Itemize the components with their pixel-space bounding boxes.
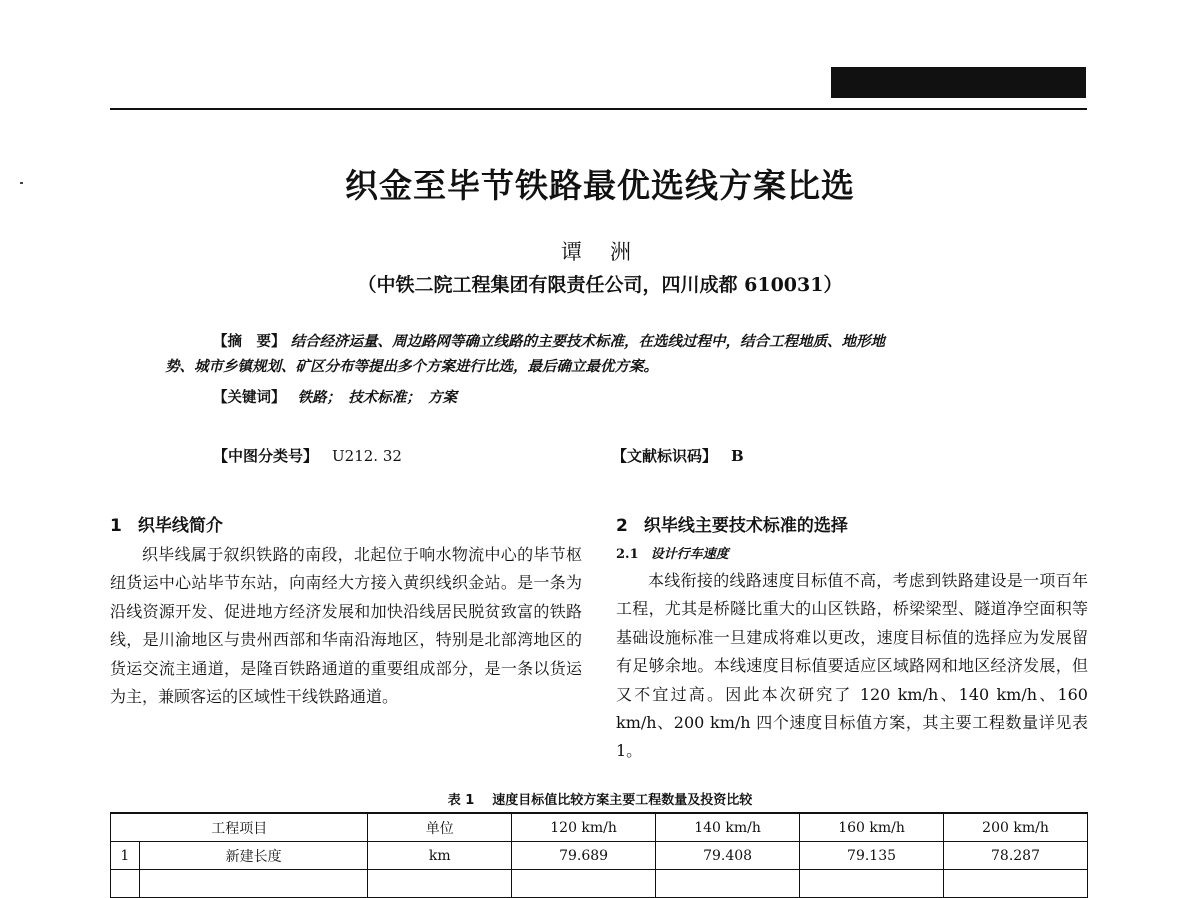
abstract-label: 【摘 要】: [213, 333, 286, 350]
keywords: [213, 386, 457, 407]
table-1-number: 表 1: [447, 793, 475, 808]
table-cell-index: 1: [111, 842, 140, 870]
keywords-label: 【关键词】: [213, 389, 286, 406]
table-header-cell: 200 km/h: [944, 813, 1088, 842]
header-bar: [831, 67, 1086, 98]
clc-number: [213, 445, 402, 466]
table-1: [110, 812, 1088, 898]
table-header-cell: 140 km/h: [656, 813, 800, 842]
author: 谭洲: [561, 240, 659, 264]
table-row-cut-off: [111, 870, 1088, 898]
section-2-body: 本线衔接的线路速度目标值不高，考虑到铁路建设是一项百年工程，尤其是桥隧比重大的山区铁路，桥梁梁型、隧道净空面积等基础设施标准一旦建成将难以更改，速度目标值的选择应为发展留有足够余地。本线速度目标值要适应区域路网和地区经济发展，但又不宜过高。因此本次研究了 120 km/h、140 km/h、160 km/h、200 km/h 四个速度目标值方案，其主要工程数量详见表 1。: [616, 571, 1088, 761]
header-rule: [110, 108, 1087, 110]
table-header-cell: 工程项目: [111, 813, 368, 842]
clc-value: U212. 32: [332, 447, 402, 465]
section-2-heading: [616, 511, 848, 536]
table-header-row: [111, 813, 1088, 842]
table-header-cell: 160 km/h: [800, 813, 944, 842]
table-cell-item: 新建长度: [139, 842, 368, 870]
table-cell-value: 79.135: [800, 842, 944, 870]
section-1-number: 1: [110, 516, 122, 536]
table-row: [111, 842, 1088, 870]
doc-code-value: B: [731, 447, 744, 465]
document-code: [612, 445, 744, 466]
table-cell-value: 79.689: [512, 842, 656, 870]
section-1-heading: [110, 511, 223, 536]
table-cell-value: 78.287: [944, 842, 1088, 870]
table-1-caption: [0, 789, 1200, 808]
subsection-title: 设计行车速度: [650, 547, 729, 562]
abstract-line-1: 结合经济运量、周边路网等确立线路的主要技术标准，在选线过程中，结合工程地质、地形地: [290, 333, 886, 350]
abstract-line-2: 势、城市乡镇规划、矿区分布等提出多个方案进行比选，最后确立最优方案。: [165, 358, 658, 375]
paper-title: 织金至毕节铁路最优选线方案比选: [345, 166, 855, 205]
abstract: [165, 328, 1045, 380]
table-cell-value: 79.408: [656, 842, 800, 870]
keywords-value: 铁路； 技术标准； 方案: [297, 389, 457, 406]
doc-code-label: 【文献标识码】: [612, 447, 718, 465]
clc-label: 【中图分类号】: [213, 447, 319, 465]
table-cell-unit: km: [368, 842, 512, 870]
table-1-caption-text: 速度目标值比较方案主要工程数量及投资比较: [492, 793, 753, 808]
subsection-2-1-heading: [616, 543, 729, 562]
section-1-title: 织毕线简介: [137, 516, 223, 536]
section-1-body: 织毕线属于叙织铁路的南段，北起位于响水物流中心的毕节枢纽货运中心站毕节东站，向南经大方接入黄织线织金站。是一条为沿线资源开发、促进地方经济发展和加快沿线居民脱贫致富的铁路线，是川渝地区与贵州西部和华南沿海地区，特别是北部湾地区的货运交流主通道，是隆百铁路通道的重要组成部分，是一条以货运为主，兼顾客运的区域性干线铁路通道。: [110, 545, 582, 707]
table-header-cell: 单位: [368, 813, 512, 842]
affiliation: （中铁二院工程集团有限责任公司，四川成都 610031）: [357, 274, 843, 296]
section-2-number: 2: [616, 516, 628, 536]
table-header-cell: 120 km/h: [512, 813, 656, 842]
section-2-title: 织毕线主要技术标准的选择: [643, 516, 848, 536]
subsection-number: 2.1: [616, 547, 639, 562]
